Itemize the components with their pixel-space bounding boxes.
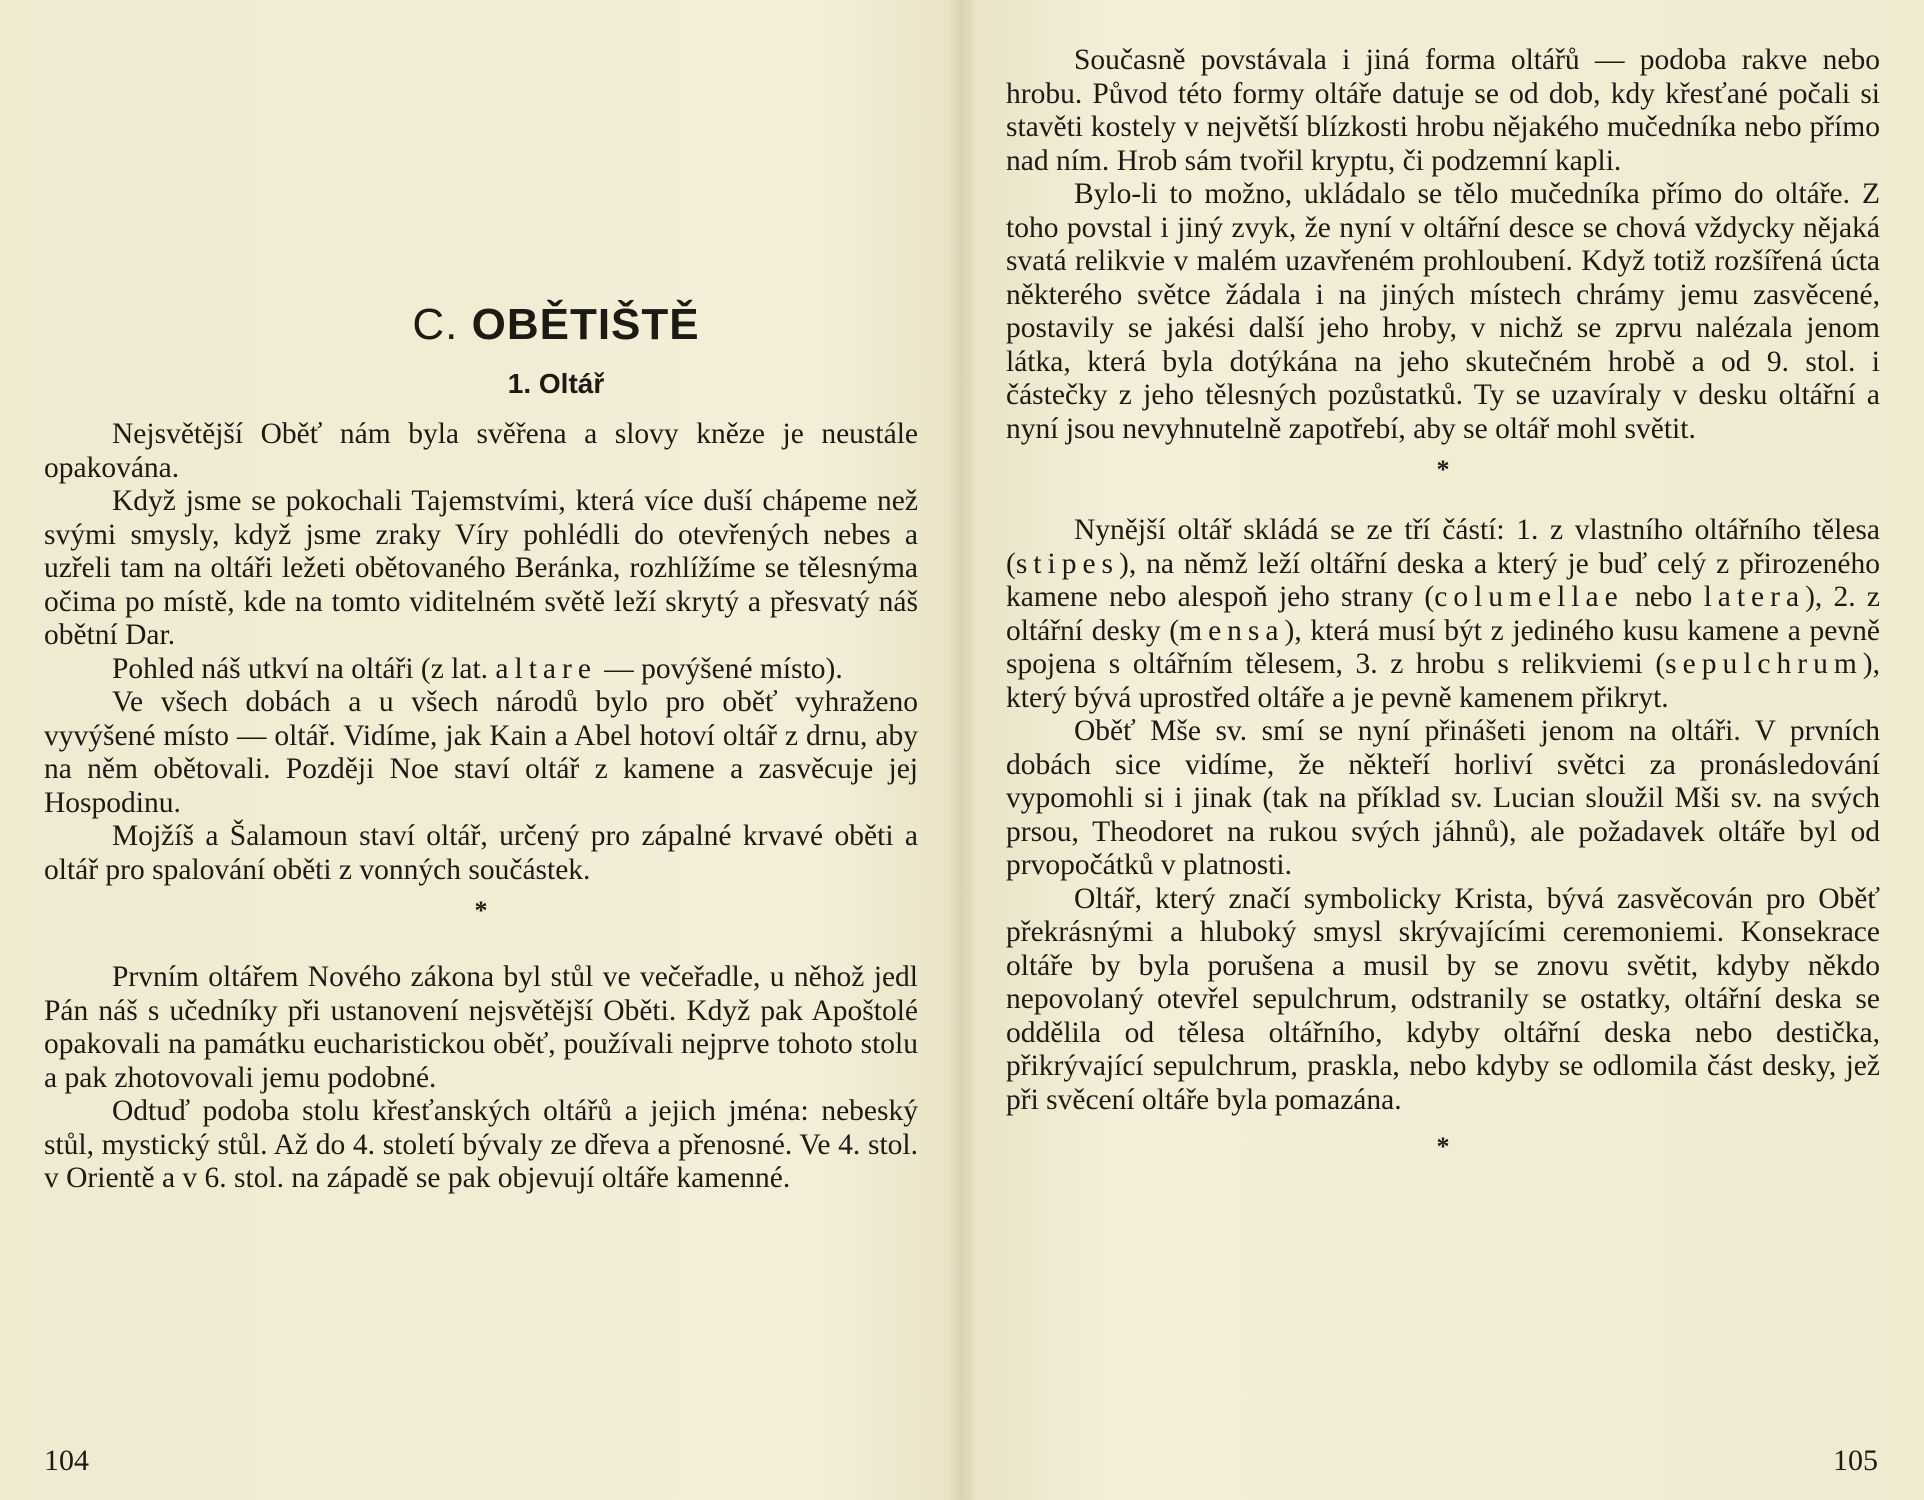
subheading: 1. Oltář — [507, 368, 605, 399]
paragraph — [1006, 514, 1880, 715]
section-separator-asterisk: * — [1436, 455, 1450, 484]
section-separator-asterisk: * — [1436, 1132, 1450, 1161]
latin-term: latera — [1703, 581, 1806, 613]
paragraph: Bylo-li to možno, ukládalo se tělo mučedníka přímo do oltáře. Z toho povstal i jiný zvyk, že nyní v oltářní desce se chová vždycky nějaká svatá relikvie v malém uzavřeném prohloubení. Když totiž rozšířená úcta některého světce žádala i na jiných místech chrámy jemu zasvěcené, postavily se jakési další jeho hroby, v nichž se zprvu nalézala jenom látka, která byla dotýkána na jeho skutečném hrobě a od 9. stol. i částečky z jeho tělesných pozůstatků. Ty se uzavíraly v desku oltářní a nyní jsou nevyhnutelně zapotřebí, aby se oltář mohl světit. — [1006, 178, 1880, 445]
text-run: ), na němž leží oltářní deska a který je buď celý z přirozeného kamene nebo alespoň jeho strany ( — [1006, 547, 1880, 613]
text-run: ), který bývá uprostřed oltáře a je pevně kamenem přikryt. — [1006, 648, 1880, 714]
section-prefix: C. — [412, 300, 472, 349]
book-gutter — [950, 0, 974, 1500]
section-separator-asterisk: * — [474, 896, 488, 925]
latin-term: stipes — [1015, 547, 1120, 580]
text-run: Pohled náš utkví na oltáři (z lat. — [112, 652, 496, 685]
paragraph: Odtuď podoba stolu křesťanských oltářů a jejich jména: nebeský stůl, mystický stůl. Až do 4. století bývaly ze dřeva a přenosné. Ve 4. stol. v Orientě a v 6. stol. na západě se pak objevují oltáře kamenné. — [44, 1095, 918, 1194]
text-run: Nynější oltář skládá se ze tří částí: 1. z vlastního oltářního tělesa ( — [1006, 514, 1880, 580]
text-run: ), 2. z oltářní desky ( — [1006, 581, 1881, 647]
text-run: — povýšené místo). — [596, 652, 843, 685]
paragraph: Oběť Mše sv. smí se nyní přinášeti jenom na oltáři. V prvních dobách sice vidíme, že někteří horliví světci za pronásledování vypomohli si i jinak (tak na příklad sv. Lucian sloužil Mši sv. na svých prsou, Theodoret na rukou svých jáhnů), ale požadavek oltáře byl od prvopočátků v platnosti. — [1006, 715, 1880, 881]
paragraph: Prvním oltářem Nového zákona byl stůl ve večeřadle, u něhož jedl Pán náš s učedníky při ustanovení nejsvětější Oběti. Když pak Apoštolé opakovali na památku eucharistickou oběť, používali nejprve tohoto stolu a pak zhotovovali jemu podobné. — [44, 961, 918, 1094]
right-page — [962, 0, 1924, 1500]
page-number: 104 — [44, 1444, 89, 1477]
right-page-content — [1006, 44, 1881, 1161]
paragraph: Současně povstávala i jiná forma oltářů — podoba rakve nebo hrobu. Původ této formy oltáře datuje se od dob, kdy křesťané počali si stavěti kostely v největší blízkosti hrobu nějakého mučedníka nebo přímo nad ním. Hrob sám tvořil kryptu, či podzemní kapli. — [1006, 44, 1880, 177]
paragraph: Mojžíš a Šalamoun staví oltář, určený pro zápalné krvavé oběti a oltář pro spalování oběti z vonných součástek. — [44, 820, 918, 886]
latin-term: sepulchrum — [1665, 648, 1863, 680]
left-page-content — [44, 300, 918, 1196]
text-run: ), která musí být z jediného kusu kamene a pevně spojena s oltářním tělesem, 3. z hrobu s relikviemi ( — [1006, 614, 1880, 680]
paragraph: Nejsvětější Oběť nám byla svěřena a slovy kněze je neustále opakována. — [44, 418, 918, 484]
paragraph: Když jsme se pokochali Tajemstvími, která více duší chápeme než svými smysly, když jsme zraky Víry pohlédli do otevřených nebes a uzřeli tam na oltáři ležeti obětovaného Beránka, rozhlížíme se tělesnýma očima po místě, kde na tomto viditelném světě leží skrytý a přesvatý náš obětní Dar. — [44, 485, 918, 651]
section-title — [44, 300, 918, 350]
paragraph: Oltář, který značí symbolicky Krista, bývá zasvěcován pro Oběť překrásnými a hluboký smysl skrývajícími ceremoniemi. Konsekrace oltáře by byla porušena a musil by se znovu světit, kdyby někdo nepovolaný otevřel sepulchrum, odstranily se ostatky, oltářní deska se oddělila od tělesa oltářního, kdyby oltářní deska nebo destička, přikrývající sepulchrum, praskla, nebo kdyby se odlomila část desky, jež při svěcení oltáře byla pomazána. — [1006, 882, 1880, 1116]
paragraph — [44, 653, 918, 687]
text-run: nebo — [1623, 581, 1704, 613]
latin-term: columellae — [1434, 581, 1624, 613]
section-title-text: OBĚTIŠTĚ — [471, 300, 700, 349]
latin-term: altare — [495, 652, 597, 685]
latin-term: mensa — [1179, 614, 1285, 647]
paragraph: Ve všech dobách a u všech národů bylo pro oběť vyhraženo vyvýšené místo — oltář. Vidíme, jak Kain a Abel hotoví oltář z drnu, aby na něm obětovali. Později Noe staví oltář z kamene a zasvěcuje jej Hospodinu. — [44, 686, 918, 819]
page-number: 105 — [1833, 1444, 1878, 1477]
